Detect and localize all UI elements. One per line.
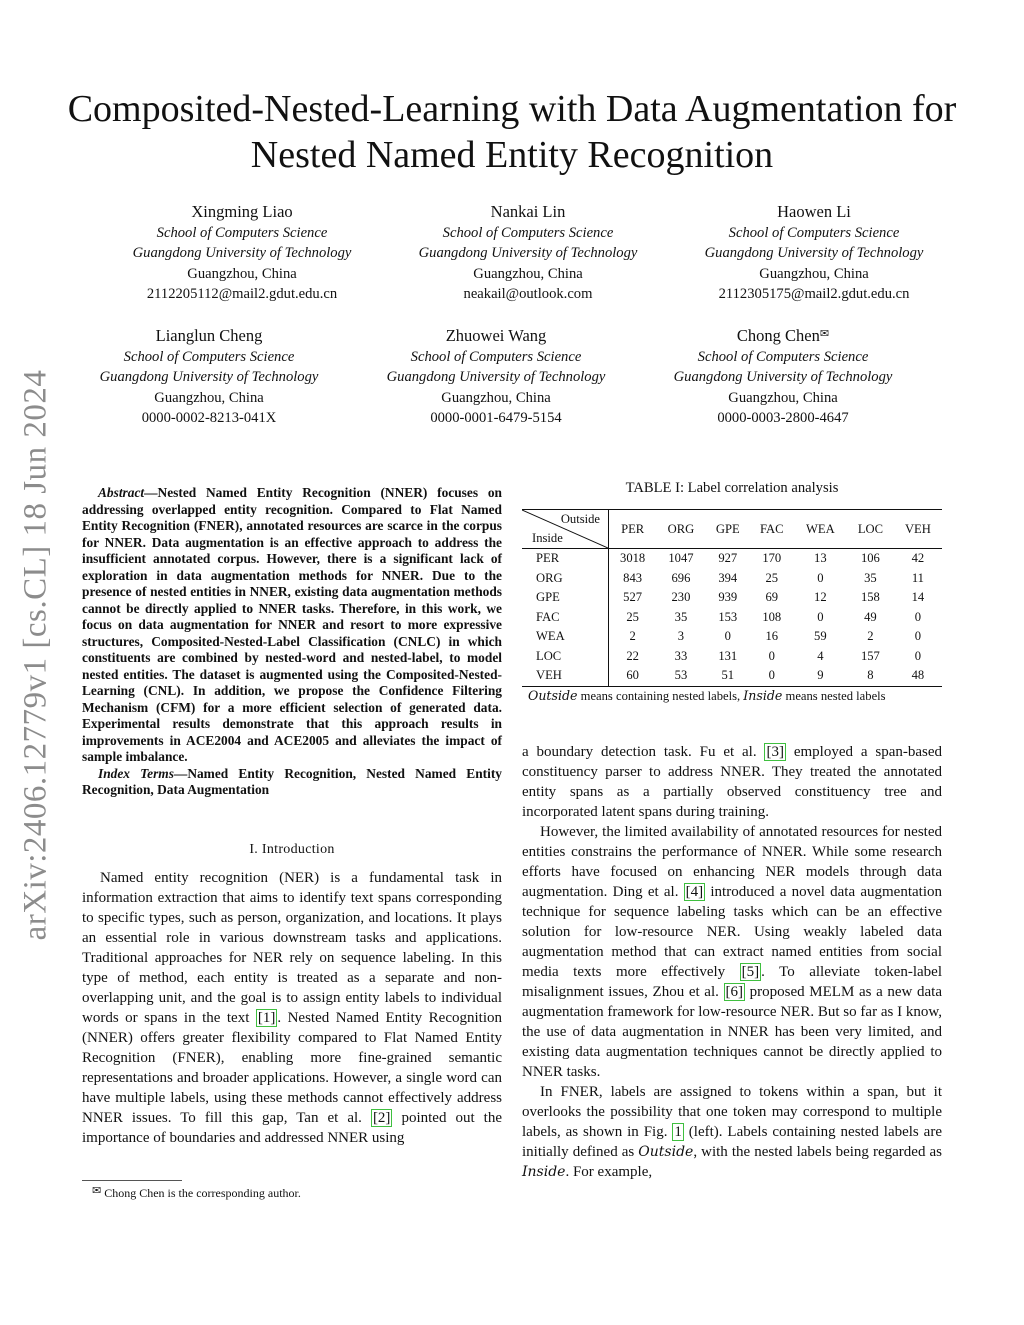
citation-link[interactable]: [6] xyxy=(725,984,744,1000)
author-name: Zhuowei Wang xyxy=(445,326,547,345)
author-univ: Guangdong University of Technology xyxy=(132,245,352,262)
table-cell: 3 xyxy=(677,629,685,644)
author-name: Nankai Lin xyxy=(490,202,566,221)
author-name: Xingming Liao xyxy=(191,202,293,221)
table-cell: 106 xyxy=(860,551,880,566)
section-heading: I. Introduction xyxy=(249,842,335,857)
table-cell: 153 xyxy=(718,609,738,624)
column-header: ORG xyxy=(667,521,695,536)
table-cell: 49 xyxy=(864,609,877,624)
table-cell: 230 xyxy=(671,590,691,605)
citation-link[interactable]: [3] xyxy=(766,744,784,760)
author-city: Guangzhou, China xyxy=(187,265,297,282)
table-cell: 0 xyxy=(914,648,922,663)
author-name: Lianglun Cheng xyxy=(155,326,263,345)
author-block xyxy=(669,202,959,305)
abstract-text: —Nested Named Entity Recognition (NNER) focuses on addressing overlapped entity recognition. Compared to Flat Named Entity Recognition (FNER), annotated resources are scarce in the corpus for NNER. Data augmentation is an effective approach to address the insufficient annotated corpus. However, there is a significant lack of exploration in data augmentation methods for NNER. Due to the presence of nested entities in NNER, existing data augmentation methods cannot be directly applied to NNER tasks. Therefore, in this work, we focus on data augmentation for NNER and resort to more expressive structures, Composited-Nested-Label Classification (CNLC) in which constituents are combined by nested-word and nested-label, to model nested entities. The dataset is augmented using the Composited-Nested-Learning (CNL). In addition, we propose the Confidence Filtering Mechanism (CFM) for a more efficient selection of generated data. Experimental results demonstrate that this approach results in improvements in ACE2004 and ACE2005 and alleviates the impact of sample imbalance. xyxy=(82,485,502,764)
table-cell: 2 xyxy=(629,629,636,644)
table-note: Outside means containing nested labels, Inside means nested labels xyxy=(528,688,886,703)
table-cell: 0 xyxy=(768,648,775,663)
column-header: PER xyxy=(621,521,645,536)
table-cell: 108 xyxy=(762,609,782,624)
corner-inside: Inside xyxy=(532,531,563,545)
author-block xyxy=(638,326,928,429)
table-cell: 42 xyxy=(911,551,925,566)
table-cell: 12 xyxy=(814,590,827,605)
table-cell: 0 xyxy=(724,629,731,644)
column-header: WEA xyxy=(806,521,835,536)
author-univ: Guangdong University of Technology xyxy=(386,369,606,386)
author-city: Guangzhou, China xyxy=(759,265,869,282)
author-block xyxy=(97,202,387,305)
table-cell: 158 xyxy=(860,590,880,605)
author-univ: Guangdong University of Technology xyxy=(704,245,924,262)
table-cell: 0 xyxy=(914,609,922,624)
citation-link[interactable]: [2] xyxy=(372,1110,391,1126)
table-cell: 25 xyxy=(626,609,639,624)
table-cell: 59 xyxy=(814,629,827,644)
table-cell: 939 xyxy=(718,590,738,605)
table-cell: 13 xyxy=(814,551,827,566)
label-correlation-table xyxy=(522,509,942,687)
intro-left-column: Named entity recognition (NER) is a fundamental task in information extraction that aims to identify text spans corresponding to specific types, such as person, organization, and locations. It plays an essential role in various downstream tasks and applications. Traditional approaches for NER rely on sequence labeling. In this type of method, each entity is treated as a separate and non-overlapping unit, and the goal is to assign entity labels to individual words or spans in the text [1] . Nested Named Entity Recognition (NNER) offers greater flexibility compared to Flat Named Entity Recognition (FNER), enabling more fine-grained semantic representations and broader applications. However, a single word can have multiple labels, using these methods cannot effectively address NNER issues. To fill this gap, Tan et al. [2] pointed out the importance of boundaries and addressed NNER using xyxy=(82,870,502,1146)
abstract-label: Abstract xyxy=(98,485,145,500)
table-cell: 170 xyxy=(762,551,782,566)
author-contact: 2112305175@mail2.gdut.edu.cn xyxy=(718,286,910,303)
table-row xyxy=(522,588,942,608)
author-dept: School of Computers Science xyxy=(156,224,328,241)
table-cell: 53 xyxy=(674,668,688,683)
table-cell: 22 xyxy=(626,648,639,663)
row-header: ORG xyxy=(522,569,609,589)
table-row xyxy=(522,627,942,647)
table-cell: 0 xyxy=(817,570,824,585)
table-cell: 16 xyxy=(765,629,779,644)
citation-link[interactable]: [5] xyxy=(741,964,760,980)
table-cell: 1047 xyxy=(668,551,694,566)
table-cell: 9 xyxy=(817,668,824,683)
table-cell: 2 xyxy=(867,629,874,644)
author-block xyxy=(383,202,673,305)
table-row xyxy=(522,666,942,686)
author-contact: neakail@outlook.com xyxy=(463,286,593,303)
column-header: FAC xyxy=(759,521,784,536)
table-cell: 60 xyxy=(626,668,639,683)
table-cell: 51 xyxy=(721,668,735,683)
table-cell: 14 xyxy=(911,590,925,605)
table-cell: 394 xyxy=(718,570,738,585)
row-header: GPE xyxy=(522,588,609,608)
table-cell: 843 xyxy=(623,570,643,585)
index-terms-label: Index Terms xyxy=(98,765,174,781)
abstract xyxy=(82,485,502,799)
footnote: ✉ Chong Chen is the corresponding author. xyxy=(92,1185,301,1200)
column-header: LOC xyxy=(857,521,883,536)
table-cell: 157 xyxy=(860,648,880,663)
table-row xyxy=(522,608,942,628)
table-row xyxy=(522,647,942,667)
author-block xyxy=(64,326,354,429)
paper-title: Composited-Nested-Learning with Data Augmentation for Nested Named Entity Recognition xyxy=(67,88,957,176)
footnote-rule xyxy=(82,1180,182,1181)
author-city: Guangzhou, China xyxy=(728,389,838,406)
row-header: FAC xyxy=(522,608,609,628)
table-cell: 527 xyxy=(623,590,643,605)
row-header: VEH xyxy=(522,666,609,686)
table-cell: 927 xyxy=(718,551,738,566)
table-cell: 0 xyxy=(768,668,775,683)
author-dept: School of Computers Science xyxy=(728,224,900,241)
table-cell: 35 xyxy=(674,609,688,624)
figure-link[interactable]: 1 xyxy=(674,1124,682,1140)
corner-outside: Outside xyxy=(560,512,600,526)
table-cell: 4 xyxy=(817,648,824,663)
table-cell: 11 xyxy=(911,570,924,585)
author-univ: Guangdong University of Technology xyxy=(673,369,893,386)
author-name: Chong Chen✉ xyxy=(736,326,830,345)
column-header: VEH xyxy=(904,521,931,536)
row-header: LOC xyxy=(522,647,609,667)
table-cell: 69 xyxy=(765,590,779,605)
table-cell: 35 xyxy=(864,570,877,585)
table-cell: 25 xyxy=(765,570,779,585)
table-cell: 0 xyxy=(914,629,922,644)
author-contact: 0000-0002-8213-041X xyxy=(141,410,277,427)
intro-right-column: a boundary detection task. Fu et al. [3] employed a span-based constituency parser to address NNER. They treated the annotated entity spans as a partially observed constituency tree and incorporated latent spans during training. However, the limited availability of annotated resources for nested entities constrains the performance of NNER. While some research efforts have focused on enhancing NER models through data augmentation. Ding et al. [4] introduced a novel data augmentation technique for sequence labeling tasks which can be an effective solution for low-resource NER. Using weakly labeled data augmentation method that can extract named entities from social media texts more effectively [5] . To alleviate token-label misalignment issues, Zhou et al. [6] proposed MELM as a new data augmentation framework for low-resource NER. But so far as I know, the use of data augmentation in NNER has been very limited, and existing data augmentation techniques cannot be directly applied to NNER tasks. In FNER, labels are assigned to tokens within a span, but it overlooks the possibility that one token may correspond to multiple labels, as shown in Fig. 1 (left). Labels containing nested labels are initially defined as Outside, with the nested labels being regarded as Inside. For example, xyxy=(522,744,942,1180)
author-contact: 0000-0003-2800-4647 xyxy=(717,410,849,427)
table-cell: 48 xyxy=(911,668,925,683)
table-cell: 131 xyxy=(718,648,738,663)
author-univ: Guangdong University of Technology xyxy=(418,245,638,262)
table-corner xyxy=(522,510,609,549)
arxiv-sidebar: arXiv:2406.12779v1 [cs.CL] 18 Jun 2024 xyxy=(17,369,54,941)
author-dept: School of Computers Science xyxy=(410,348,582,365)
author-name: Haowen Li xyxy=(777,202,851,221)
author-dept: School of Computers Science xyxy=(123,348,295,365)
citation-link[interactable]: [1] xyxy=(257,1010,276,1026)
table-cell: 0 xyxy=(817,609,824,624)
author-contact: 0000-0001-6479-5154 xyxy=(430,410,562,427)
author-city: Guangzhou, China xyxy=(473,265,583,282)
author-dept: School of Computers Science xyxy=(442,224,614,241)
author-city: Guangzhou, China xyxy=(154,389,264,406)
author-contact: 2112205112@mail2.gdut.edu.cn xyxy=(146,286,338,303)
table-cell: 8 xyxy=(867,668,874,683)
table-cell: 696 xyxy=(671,570,691,585)
author-univ: Guangdong University of Technology xyxy=(99,369,319,386)
citation-link[interactable]: [4] xyxy=(685,884,704,900)
index-terms-text: —Named Entity Recognition, Nested Named Entity Recognition, Data Augmentation xyxy=(82,765,502,797)
row-header: WEA xyxy=(522,627,609,647)
row-header: PER xyxy=(522,549,609,569)
envelope-icon: ✉ xyxy=(92,1185,102,1197)
table-cell: 33 xyxy=(674,648,688,663)
table-caption: TABLE I: Label correlation analysis xyxy=(625,480,839,496)
author-city: Guangzhou, China xyxy=(441,389,551,406)
table-row xyxy=(522,569,942,589)
author-dept: School of Computers Science xyxy=(697,348,869,365)
column-header: GPE xyxy=(715,521,740,536)
table-cell: 3018 xyxy=(620,551,646,566)
author-block xyxy=(351,326,641,429)
table-row xyxy=(522,549,942,569)
envelope-icon: ✉ xyxy=(819,328,830,340)
